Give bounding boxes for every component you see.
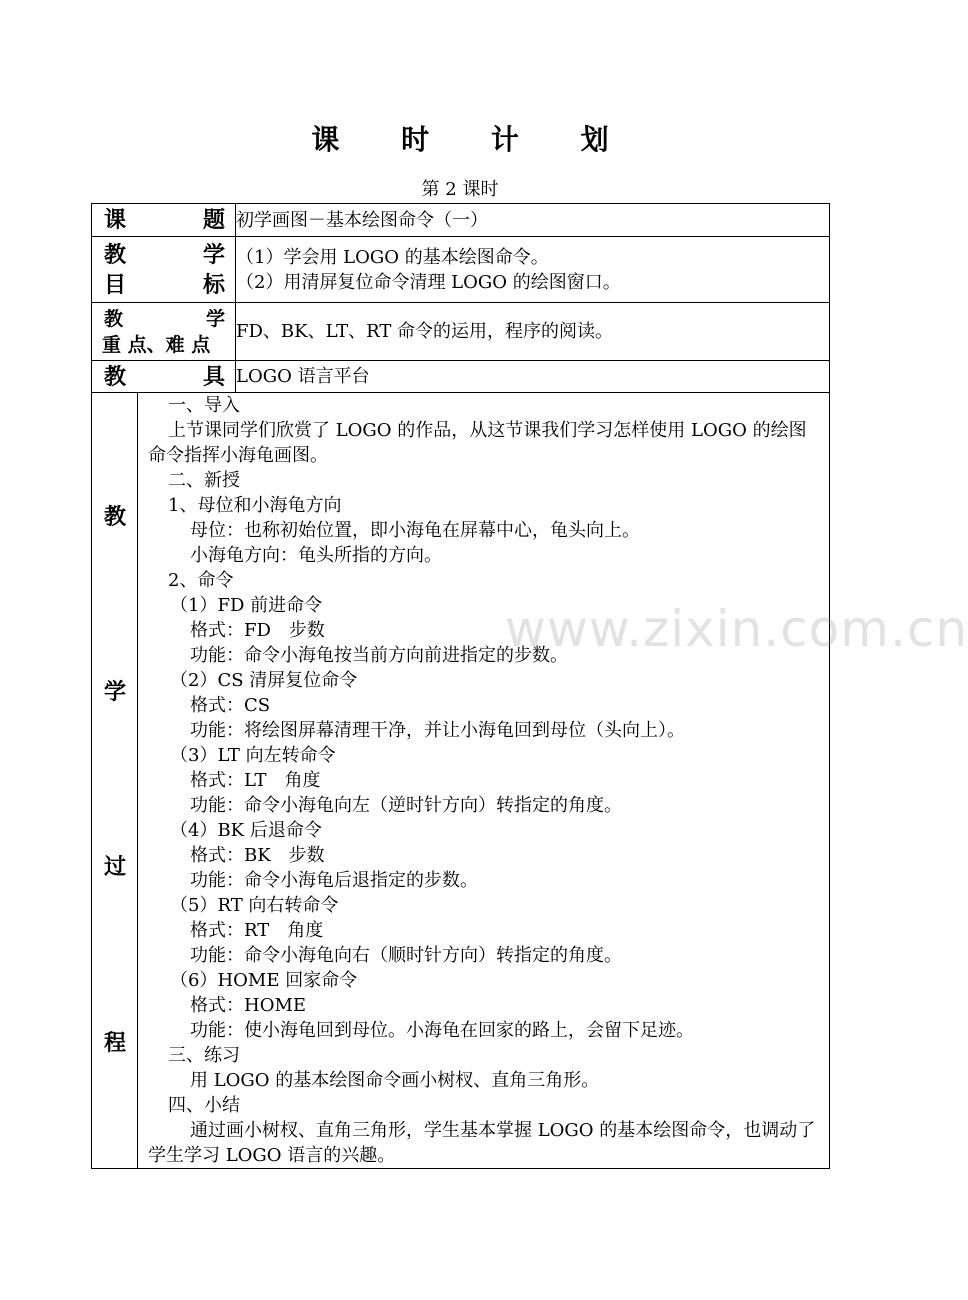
- focus-value: FD、BK、LT、RT 命令的运用，程序的阅读。: [236, 303, 830, 361]
- subsection-heading: 2、命令: [168, 570, 234, 591]
- topic-label: 课 题: [92, 204, 236, 237]
- command-heading: （3）LT 向左转命令: [170, 745, 336, 766]
- command-function: 功能：命令小海龟向右（顺时针方向）转指定的角度。: [190, 945, 622, 966]
- goal-2: （2）用清屏复位命令清理 LOGO 的绘图窗口。: [236, 271, 621, 293]
- command-function: 功能：使小海龟回到母位。小海龟在回家的路上，会留下足迹。: [190, 1020, 694, 1041]
- command-function: 功能：命令小海龟向左（逆时针方向）转指定的角度。: [190, 795, 622, 816]
- command-format: 格式：CS: [190, 695, 271, 716]
- tools-value: LOGO 语言平台: [236, 361, 830, 393]
- paragraph: 通过画小树杈、直角三角形，学生基本掌握 LOGO 的基本绘图命令，也调动了学生学习 LOGO 语言的兴趣。: [148, 1120, 816, 1166]
- command-format: 格式：FD 步数: [190, 620, 325, 641]
- command-heading: （2）CS 清屏复位命令: [170, 670, 358, 691]
- command-heading: （4）BK 后退命令: [170, 820, 322, 841]
- process-content: [138, 393, 830, 1169]
- paragraph: 小海龟方向：龟头所指的方向。: [190, 545, 442, 566]
- focus-label: 教 学 重 点、难 点: [92, 303, 236, 361]
- command-function: 功能：命令小海龟按当前方向前进指定的步数。: [190, 645, 568, 666]
- lesson-plan-table: [91, 203, 830, 1169]
- focus-row: [92, 303, 830, 361]
- page-title: 课 时 计 划: [311, 123, 635, 156]
- goal-1: （1）学会用 LOGO 的基本绘图命令。: [236, 246, 549, 268]
- command-format: 格式：BK 步数: [190, 845, 325, 866]
- section-heading: 一、导入: [168, 395, 240, 416]
- command-function: 功能：将绘图屏幕清理干净，并让小海龟回到母位（头向上）。: [190, 720, 685, 741]
- paragraph: 母位：也称初始位置，即小海龟在屏幕中心，龟头向上。: [190, 520, 640, 541]
- process-row: [92, 393, 830, 1169]
- goals-label: 教 学 目 标: [92, 237, 236, 303]
- section-heading: 三、练习: [168, 1045, 240, 1066]
- command-function: 功能：命令小海龟后退指定的步数。: [190, 870, 478, 891]
- tools-label: 教 具: [92, 361, 236, 393]
- tools-row: [92, 361, 830, 393]
- goals-value: [236, 237, 830, 303]
- command-heading: （6）HOME 回家命令: [170, 970, 358, 991]
- watermark: www.zixin.com.cn: [505, 600, 968, 658]
- topic-row: [92, 204, 830, 237]
- command-format: 格式：RT 角度: [190, 920, 324, 941]
- command-format: 格式：HOME: [190, 995, 307, 1016]
- section-heading: 二、新授: [168, 470, 240, 491]
- goals-row: [92, 237, 830, 303]
- process-label: 教 学 过 程: [92, 393, 138, 1169]
- command-heading: （5）RT 向右转命令: [170, 895, 339, 916]
- topic-value: 初学画图－基本绘图命令（一）: [236, 204, 830, 237]
- lesson-number: 第 2 课时: [421, 179, 499, 200]
- command-heading: （1）FD 前进命令: [170, 595, 323, 616]
- section-heading: 四、小结: [168, 1095, 240, 1116]
- paragraph: 上节课同学们欣赏了 LOGO 的作品，从这节课我们学习怎样使用 LOGO 的绘图命令指挥小海龟画图。: [148, 420, 807, 466]
- command-format: 格式：LT 角度: [190, 770, 321, 791]
- subsection-heading: 1、母位和小海龟方向: [168, 495, 342, 516]
- paragraph: 用 LOGO 的基本绘图命令画小树杈、直角三角形。: [190, 1070, 600, 1091]
